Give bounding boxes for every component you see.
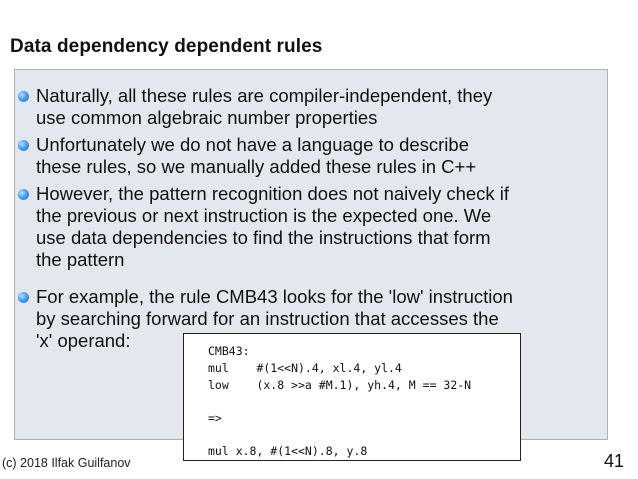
bullet-item-2 bbox=[36, 134, 596, 178]
bullet-dot-icon bbox=[18, 140, 29, 151]
bullet-item-3 bbox=[36, 183, 596, 271]
bullet-4-line-3: 'x' operand: bbox=[36, 330, 131, 351]
slide-title: Data dependency dependent rules bbox=[10, 36, 323, 57]
bullet-4-line-2: by searching forward for an instruction that accesses the bbox=[36, 308, 499, 329]
bullet-1-line-1: Naturally, all these rules are compiler-independent, they bbox=[36, 85, 493, 106]
bullet-2-line-2: these rules, so we manually added these rules in C++ bbox=[36, 156, 477, 177]
bullet-dot-icon bbox=[18, 91, 29, 102]
page-number: 41 bbox=[603, 451, 624, 471]
code-snippet-box bbox=[183, 333, 521, 461]
bullet-3-line-3: use data dependencies to find the instructions that form bbox=[36, 227, 491, 248]
bullet-4-line-1: For example, the rule CMB43 looks for the 'low' instruction bbox=[36, 286, 513, 307]
code-line-4: => bbox=[208, 411, 222, 425]
bullet-2-line-1: Unfortunately we do not have a language to describe bbox=[36, 134, 469, 155]
code-line-1: CMB43: bbox=[208, 344, 250, 358]
code-line-3: low (x.8 >>a #M.1), yh.4, M == 32-N bbox=[208, 378, 472, 392]
code-line-2: mul #(1<<N).4, xl.4, yl.4 bbox=[208, 361, 402, 375]
footer-copyright: (c) 2018 Ilfak Guilfanov bbox=[2, 456, 131, 470]
bullet-dot-icon bbox=[18, 189, 29, 200]
bullet-dot-icon bbox=[18, 292, 29, 303]
code-line-5: mul x.8, #(1<<N).8, y.8 bbox=[208, 444, 368, 458]
bullet-3-line-2: the previous or next instruction is the expected one. We bbox=[36, 205, 492, 226]
bullet-3-line-4: the pattern bbox=[36, 249, 125, 270]
bullet-1-line-2: use common algebraic number properties bbox=[36, 107, 378, 128]
bullet-3-line-1: However, the pattern recognition does not naively check if bbox=[36, 183, 510, 204]
bullet-item-1 bbox=[36, 85, 596, 129]
